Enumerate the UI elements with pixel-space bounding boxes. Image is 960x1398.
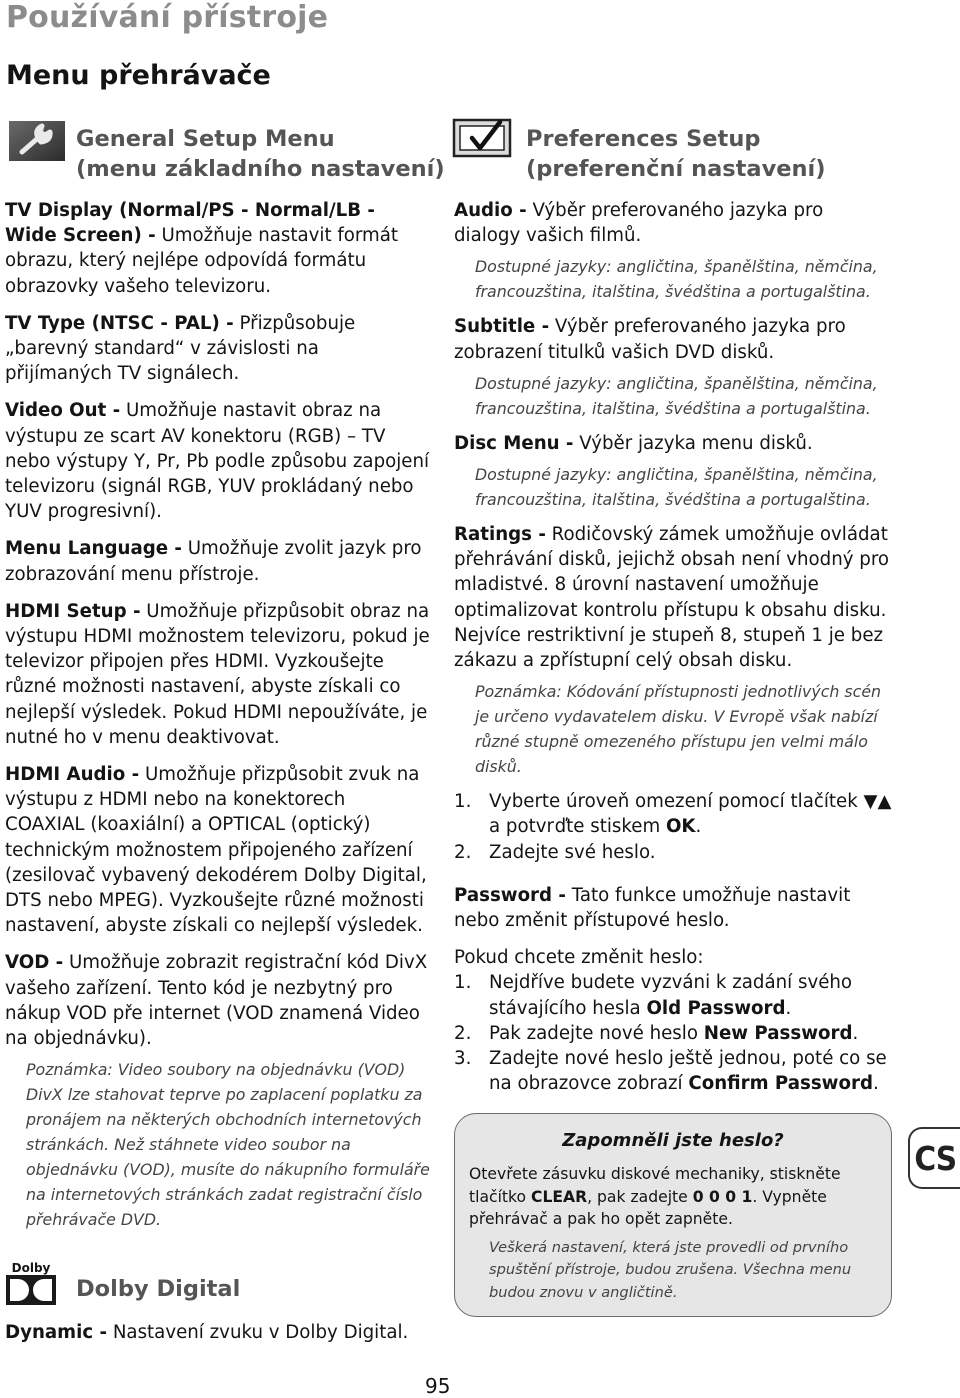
step-number: 3. — [454, 1048, 472, 1070]
disc-menu-note: Dostupné jazyky: angličtina, španělština, němčina, francouzština, italština, švédština a portugalština. — [475, 465, 878, 510]
menu-language-item — [5, 536, 430, 586]
checkmark-icon — [452, 118, 516, 160]
change-steps — [454, 970, 894, 1096]
step-post: . — [872, 1073, 879, 1095]
step-text: Pak zadejte nové heslo — [489, 1022, 704, 1044]
clear-key: CLEAR — [531, 1187, 588, 1206]
list-item — [454, 970, 894, 1020]
general-setup-heading — [76, 124, 445, 184]
audio-term: Audio - — [454, 200, 527, 221]
tv-type-term: TV Type (NTSC - PAL) - — [5, 312, 234, 334]
step-post: . — [785, 997, 792, 1019]
reset-code: 0 0 0 1 — [692, 1187, 753, 1206]
change-intro: Pokud chcete změnit heslo: — [454, 947, 704, 969]
ratings-steps — [454, 789, 894, 865]
list-item — [454, 840, 894, 865]
preferences-setup-heading — [526, 124, 826, 184]
list-item — [454, 1021, 894, 1046]
audio-note: Dostupné jazyky: angličtina, španělština, němčina, francouzština, italština, švédština a portugalština. — [475, 257, 878, 302]
general-heading-line2: (menu základního nastavení) — [76, 156, 445, 182]
forgot-password-note: Veškerá nastavení, která jste provedli od prvního spuštění přístroje, budou zrušena. Všechna menu budou znovu v angličtině. — [489, 1238, 852, 1301]
step-bold: Confirm Password — [688, 1073, 873, 1095]
forgot-text-post: . Vypněte přehrávač a pak ho opět zapněte. — [469, 1187, 827, 1228]
password-term: Password - — [454, 884, 566, 906]
right-column — [454, 198, 894, 1108]
dolby-logo-text: Dolby — [11, 1261, 51, 1275]
ratings-item — [454, 522, 894, 673]
step-number: 2. — [454, 1022, 472, 1044]
disc-menu-text: Výběr jazyka menu disků. — [573, 432, 813, 454]
audio-item — [454, 198, 894, 248]
step-number: 1. — [454, 972, 472, 994]
audio-text: Výběr preferovaného jazyka pro dialogy vašich filmů. — [454, 200, 824, 247]
vod-term: VOD - — [5, 952, 64, 974]
subtitle-text: Výběr preferovaného jazyka pro zobrazení titulků vašich DVD disků. — [454, 316, 846, 363]
subtitle-note: Dostupné jazyky: angličtina, španělština, němčina, francouzština, italština, švédština a portugalština. — [475, 373, 878, 418]
wrench-icon — [8, 120, 66, 162]
forgot-text-pre: Otevřete zásuvku diskové mechaniky, stiskněte tlačítko — [469, 1165, 841, 1206]
disc-menu-item — [454, 431, 894, 456]
subtitle-item — [454, 314, 894, 364]
menu-language-text: Umožňuje zvolit jazyk pro zobrazování menu přístroje. — [5, 538, 422, 585]
ratings-note: Poznámka: Kódování přístupnosti jednotlivých scén je určeno vydavatelem disku. V Evropě však nabízí různé stupně omezeného přístupu jen velmi málo disků. — [475, 682, 882, 777]
general-heading-line1: General Setup Menu — [76, 126, 335, 152]
double-d-icon — [6, 1275, 56, 1305]
dynamic-item — [5, 1320, 445, 1345]
step-bold: Old Password — [646, 997, 786, 1019]
dolby-logo — [6, 1262, 56, 1310]
video-out-term: Video Out - — [5, 400, 121, 422]
step-bold: New Password — [703, 1022, 853, 1044]
menu-language-term: Menu Language - — [5, 538, 182, 560]
dynamic-term: Dynamic - — [5, 1322, 108, 1343]
hdmi-audio-term: HDMI Audio - — [5, 764, 140, 786]
vod-note: Poznámka: Video soubory na objednávku (VOD) DivX lze stahovat teprve po zaplacení poplatku za pronájem na některých obchodních internetových stránkách. Než stáhnete video soubor na objednávku (VOD), musíte do nákupního formuláře na internetových stránkách zadat registrační číslo přehrávače DVD. — [26, 1060, 430, 1230]
step-text: Nejdříve budete vyzváni k zadání svého stávajícího hesla — [489, 972, 853, 1019]
vod-text: Umožňuje zobrazit registrační kód DivX vašeho zařízení. Tento kód je nezbytný pro nákup VOD pře internet (VOD znamená Video na objednávku). — [5, 952, 428, 1050]
subtitle-term: Subtitle - — [454, 316, 550, 338]
step-post: . — [852, 1022, 859, 1044]
tv-type-text: Přizpůsobuje „barevný standard“ v závislosti na přijímaných TV signálech. — [5, 312, 356, 385]
tv-display-item — [5, 198, 430, 299]
tv-display-term: TV Display (Normal/PS - Normal/LB - Wide Screen) - — [5, 200, 375, 247]
forgot-password-title: Zapomněli jste heslo? — [562, 1130, 784, 1151]
hdmi-setup-term: HDMI Setup - — [5, 600, 141, 622]
page-number: 95 — [425, 1374, 451, 1398]
video-out-item — [5, 398, 430, 524]
hdmi-audio-text: Umožňuje přizpůsobit zvuk na výstupu z HDMI nebo na konektorech COAXIAL (koaxiální) a OPTICAL (optický) technickým možnostem připojeného zařízení (zesilovač vybavený dekodérem Dolby Digital, DTS nebo MPEG). Vyzkoušejte různé možnosti nastavení, abyste získali co nejlepší výsledek. — [5, 764, 427, 937]
step-text: Zadejte nové heslo ještě jednou, poté co se na obrazovce zobrazí — [489, 1048, 887, 1095]
ratings-term: Ratings - — [454, 524, 546, 546]
dynamic-text: Nastavení zvuku v Dolby Digital. — [107, 1322, 409, 1343]
preferences-heading-line2: (preferenční nastavení) — [526, 156, 826, 182]
list-item — [454, 789, 894, 839]
language-tab-badge — [908, 1127, 960, 1189]
step-post: . — [695, 816, 702, 838]
password-text: Tato funkce umožňuje nastavit nebo změnit přístupové heslo. — [454, 884, 851, 932]
hdmi-setup-text: Umožňuje přizpůsobit obraz na výstupu HDMI možnostem televizoru, pokud je televizor připojen přes HDMI. Vyzkoušejte různé možnosti nastavení, abyste získali co nejlepší výsledek. Pokud HDMI nepoužíváte, je nutné ho v menu deaktivovat. — [5, 600, 430, 748]
password-item — [454, 883, 894, 933]
disc-menu-term: Disc Menu - — [454, 432, 574, 454]
step-number: 1. — [454, 791, 472, 813]
step-number: 2. — [454, 841, 472, 863]
left-column — [5, 198, 430, 1242]
list-item — [454, 1046, 894, 1096]
step-text: Zadejte své heslo. — [489, 841, 656, 863]
hdmi-audio-item — [5, 762, 430, 938]
step-bold: OK — [665, 816, 696, 838]
ratings-text: Rodičovský zámek umožňuje ovládat přehrávání disků, jejichž obsah není vhodný pro mladistvé. 8 úrovní nastavení umožňuje optimalizovat kontrolu přístupu k obsahu disku. Nejvíce restriktivní je stupeň 8, stupeň 1 je bez zákazu a zpřístupní celý obsah disku. — [454, 524, 890, 672]
hdmi-setup-item — [5, 599, 430, 750]
tv-display-text: Umožňuje nastavit formát obrazu, který nejlépe odpovídá formátu obrazovky vašeho televizoru. — [5, 225, 399, 297]
preferences-heading-line1: Preferences Setup — [526, 126, 761, 152]
tv-type-item — [5, 311, 430, 387]
dolby-digital-heading: Dolby Digital — [76, 1276, 241, 1302]
forgot-password-box — [454, 1113, 892, 1317]
forgot-text-mid: , pak zadejte — [587, 1187, 693, 1206]
vod-item — [5, 950, 430, 1051]
page-title: Používání přístroje — [6, 0, 329, 35]
video-out-text: Umožňuje nastavit obraz na výstupu ze scart AV konektoru (RGB) – TV nebo výstupy Y, Pr, Pb podle způsobu zapojení televizoru (signál RGB, YUV prokládaný nebo YUV progresivní). — [5, 400, 430, 523]
step-text: Vyberte úroveň omezení pomocí tlačítek ▼▲ a potvrďte stiskem — [489, 791, 892, 838]
menu-title: Menu přehrávače — [6, 60, 271, 91]
language-code: CS — [914, 1138, 956, 1178]
forgot-password-text — [469, 1163, 877, 1231]
